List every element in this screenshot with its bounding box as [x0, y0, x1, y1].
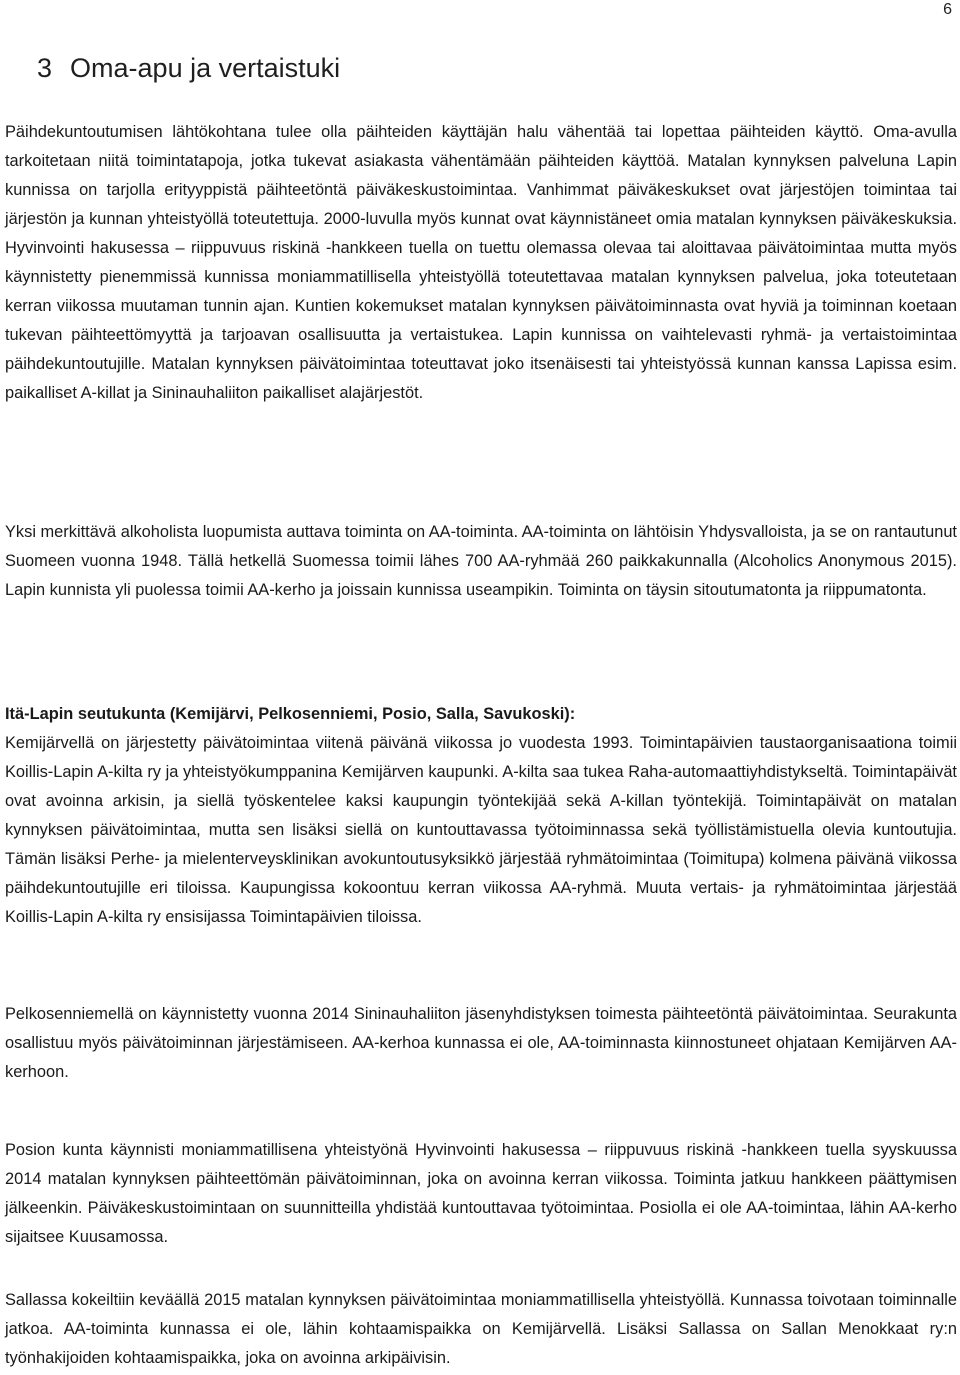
page-number: 6: [943, 1, 952, 18]
region-section: [5, 700, 957, 932]
paragraph-salla: Sallassa kokeiltiin keväällä 2015 matalan kynnyksen päivätoimintaa moniammatillisella yhteistyöllä. Kunnassa toivotaan toiminnalle jatkoa. AA-toiminta kunnassa ei ole, lähin kohtaamispaikka on Kemijärvellä. Lisäksi Sallassa on Sallan Menokkaat ry:n työnhakijoiden kohtaamispaikka, joka on avoinna arkipäivisin.: [5, 1291, 957, 1367]
paragraph-pelkosenniemi: Pelkosenniemellä on käynnistetty vuonna 2014 Sininauhaliiton jäsenyhdistyksen toimesta päihteetöntä päivätoimintaa. Seurakunta osallistuu myös päivätoiminnan järjestämiseen. AA-kerhoa kunnassa ei ole, AA-toiminnasta kiinnostuneet ohjataan Kemijärven AA-kerhoon.: [5, 1005, 957, 1081]
paragraph-aa-toiminta: Yksi merkittävä alkoholista luopumista auttava toiminta on AA-toiminta. AA-toiminta on lähtöisin Yhdysvalloista, ja se on rantautunut Suomeen vuonna 1948. Tällä hetkellä Suomessa toimii lähes 700 AA-ryhmää 260 paikkakunnalla (Alcoholics Anonymous 2015). Lapin kunnista yli puolessa toimii AA-kerho ja joissain kunnissa useampikin. Toiminta on täysin sitoutumatonta ja riippumatonta.: [5, 523, 957, 599]
paragraph-oma-apu: Päihdekuntoutumisen lähtökohtana tulee olla päihteiden käyttäjän halu vähentää tai lopettaa päihteiden käyttö. Oma-avulla tarkoitetaan niitä toimintatapoja, jotka tukevat asiakasta vähentämään päihteiden käyttöä. Matalan kynnyksen palveluna Lapin kunnissa on tarjolla erityyppistä päihteetöntä päiväkeskustoimintaa. Vanhimmat päiväkeskukset ovat järjestöjen toimintaa tai järjestön ja kunnan yhteistyöllä toteutettuja. 2000-luvulla myös kunnat ovat käynnistäneet omia matalan kynnyksen päiväkeskuksia. Hyvinvointi hakusessa – riippuvuus riskinä -hankkeen tuella on tuettu olemassa olevaa tai aloittavaa päivätoimintaa mutta myös käynnistetty pienemmissä kunnissa moniammatillisella yhteistyöllä toteutettavaa matalan kynnyksen palvelua, joka toteutetaan kerran viikossa muutaman tunnin ajan. Kuntien kokemukset matalan kynnyksen päivätoiminnasta ovat hyviä ja toiminnan koetaan tukevan päihteettömyyttä ja tarjoavan osallisuutta ja vertaistukea. Lapin kunnissa on vaihtelevasti ryhmä- ja vertaistoimintaa päihdekuntoutujille. Matalan kynnyksen päivätoimintaa toteuttavat joko itsenäisesti tai yhteistyössä kunnan kanssa Lapissa esim. paikalliset A-killat ja Sininauhaliiton paikalliset alajärjestöt.: [5, 123, 957, 402]
section-heading: [37, 50, 340, 86]
region-heading: Itä-Lapin seutukunta (Kemijärvi, Pelkosenniemi, Posio, Salla, Savukoski):: [5, 705, 576, 723]
paragraph-kemijarvi: Kemijärvellä on järjestetty päivätoimintaa viitenä päivänä viikossa jo vuodesta 1993. Toimintapäivien taustaorganisaationa toimii Koillis-Lapin A-kilta ry ja yhteistyökumppanina Kemijärven kaupunki. A-kilta saa tukea Raha-automaattiyhdistykseltä. Toimintapäivät ovat avoinna arkisin, ja siellä työskentelee kaksi kaupungin työntekijää sekä A-killan työntekijä. Toimintapäivät on matalan kynnyksen päivätoimintaa, mutta sen lisäksi siellä on kuntouttavassa työtoiminnassa sekä työllistämistuella olevia kuntoutujia. Tämän lisäksi Perhe- ja mielenterveysklinikan avokuntoutusyksikkö järjestää ryhmätoimintaa (Toimitupa) kolmena päivänä viikossa päihdekuntoutujille eri tiloissa. Kaupungissa kokoontuu kerran viikossa AA-ryhmä. Muuta vertais- ja ryhmätoimintaa järjestää Koillis-Lapin A-kilta ry ensisijassa Toimintapäivien tiloissa.: [5, 734, 957, 926]
section-number: 3: [37, 53, 53, 83]
section-title: Oma-apu ja vertaistuki: [70, 53, 341, 83]
paragraph-posio: Posion kunta käynnisti moniammatillisena yhteistyönä Hyvinvointi hakusessa – riippuvuus riskinä -hankkeen tuella syyskuussa 2014 matalan kynnyksen päihteettömän päivätoiminnan, joka on avoinna kerran viikossa. Toiminta jatkuu hankkeen päättymisen jälkeenkin. Päiväkeskustoimintaan on suunnitteilla yhdistää kuntouttavaa työtoimintaa. Posiolla ei ole AA-toimintaa, lähin AA-kerho sijaitsee Kuusamossa.: [5, 1141, 957, 1246]
